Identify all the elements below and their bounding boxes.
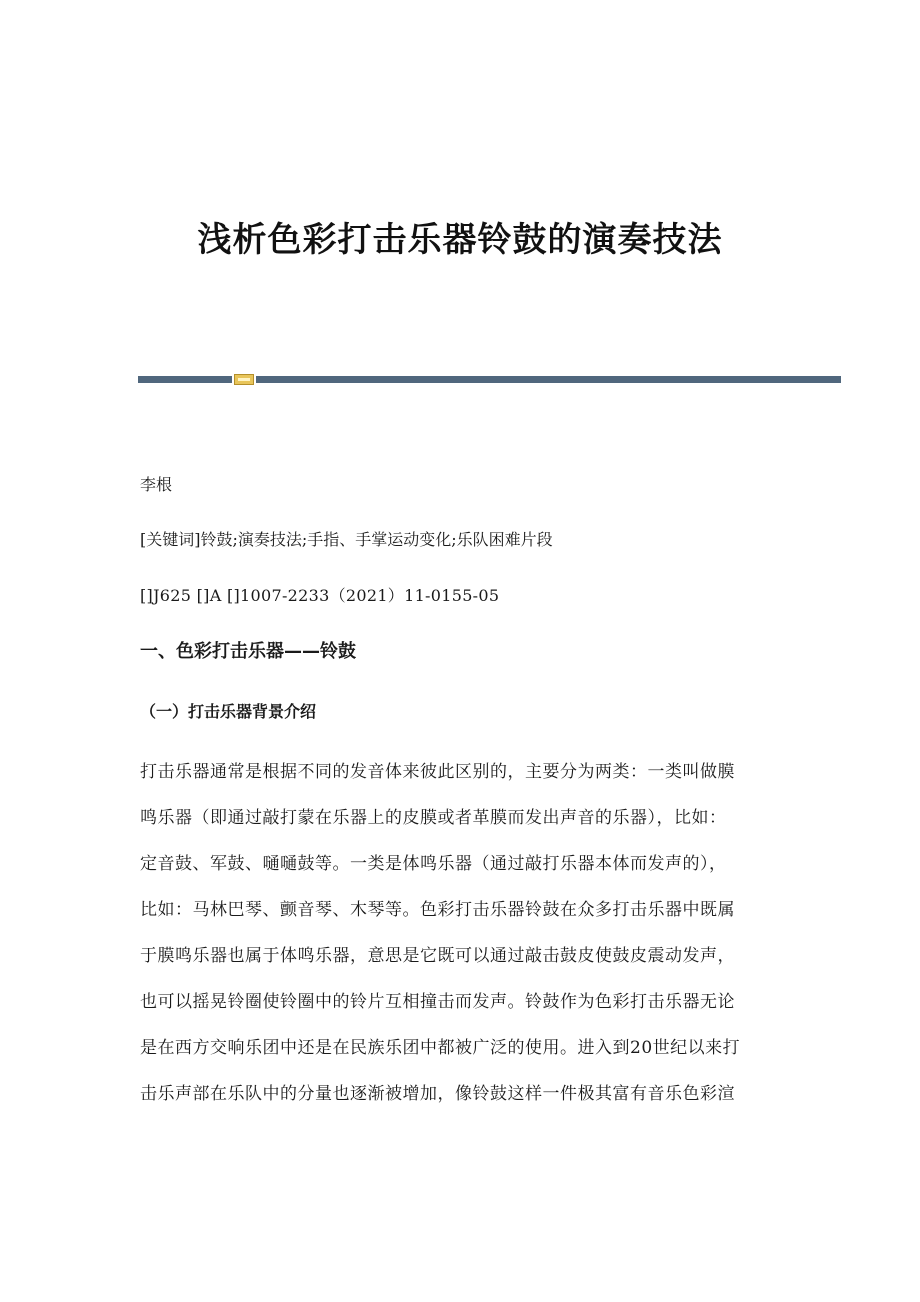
section-heading: 一、色彩打击乐器——铃鼓 [140,641,356,662]
document-title: 浅析色彩打击乐器铃鼓的演奏技法 [197,220,723,260]
keywords-line: [关键词]铃鼓;演奏技法;手指、手掌运动变化;乐队困难片段 [140,530,553,549]
body-paragraph [140,756,790,1124]
paragraph-line: 也可以摇晃铃圈使铃圈中的铃片互相撞击而发声。铃鼓作为色彩打击乐器无论 [140,992,735,1012]
title-divider [138,374,841,384]
paragraph-line: 击乐声部在乐队中的分量也逐渐被增加，像铃鼓这样一件极其富有音乐色彩渲 [140,1084,735,1104]
divider-bar-left [138,376,232,383]
paragraph-line: 打击乐器通常是根据不同的发音体来彼此区别的，主要分为两类：一类叫做膜 [140,762,735,782]
paragraph-line: 是在西方交响乐团中还是在民族乐团中都被广泛的使用。进入到20世纪以来打 [140,1038,741,1058]
paragraph-line: 比如：马林巴琴、颤音琴、木琴等。色彩打击乐器铃鼓在众多打击乐器中既属 [140,900,735,920]
divider-ornament-icon [234,374,254,385]
paragraph-line: 定音鼓、军鼓、嗵嗵鼓等。一类是体鸣乐器（通过敲打乐器本体而发声的）， [140,854,727,874]
subsection-heading: （一）打击乐器背景介绍 [140,702,317,721]
divider-bar-right [256,376,841,383]
classification-line: []J625 []A []1007-2233（2021）11-0155-05 [140,586,500,605]
author-name: 李根 [140,475,173,494]
paragraph-line: 鸣乐器（即通过敲打蒙在乐器上的皮膜或者革膜而发出声音的乐器），比如： [140,808,727,828]
paragraph-line: 于膜鸣乐器也属于体鸣乐器，意思是它既可以通过敲击鼓皮使鼓皮震动发声， [140,946,735,966]
